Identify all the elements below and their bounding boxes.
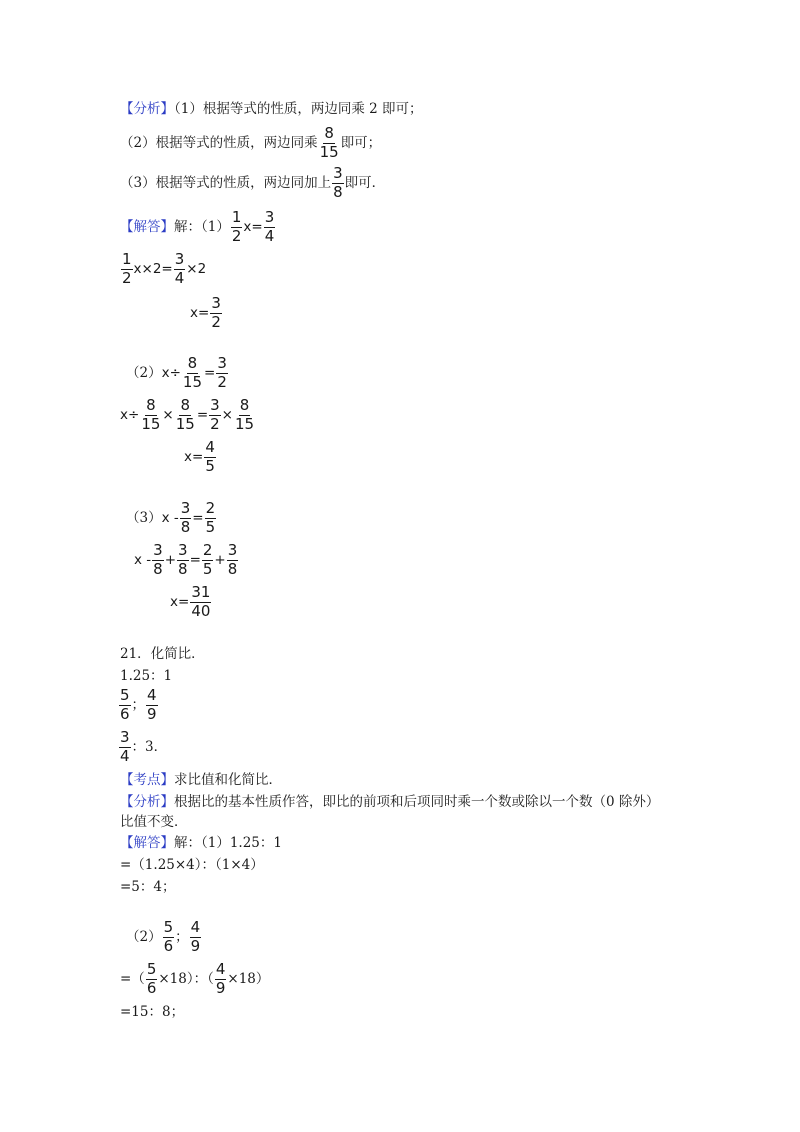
fraction-4-9: $\frac{4}{9}$ (190, 918, 201, 955)
answer21-line-2: =（1.25×4）：（1×4） (120, 857, 264, 873)
fraction-5-6: $\frac{5}{6}$ (146, 960, 157, 997)
q21-item-a: 1.25：1 (120, 668, 173, 684)
eq3-result: x= $\frac{31}{40}$ (170, 583, 211, 620)
analysis21-line-1 (120, 796, 659, 810)
fraction-2-5: $\frac{2}{5}$ (202, 541, 213, 578)
answer-line-1: 【解答】解：（1） $\frac{1}{2}$ x= $\frac{3}{4}$ (120, 208, 275, 245)
q21-title: 21．化简比． (120, 646, 205, 662)
fraction-3-2: $\frac{3}{2}$ (211, 294, 221, 331)
answer21-line-1 (120, 837, 282, 851)
answer21-text: 解：（1）1.25：1 (174, 835, 282, 851)
fraction-5-6: $\frac{5}{6}$ (163, 918, 174, 955)
fraction-3-8: $\frac{3}{8}$ (178, 541, 188, 578)
topic-line (120, 774, 282, 788)
fraction-3-8: $\frac{3}{8}$ (227, 541, 238, 578)
eq2-line: （2）x÷ $\frac{8}{15}$ = $\frac{3}{2}$ (126, 354, 227, 391)
analysis-line-1 (120, 103, 423, 117)
topic-text: 求比值和化简比． (174, 772, 282, 788)
topic-tag: 【考点】 (120, 772, 174, 788)
fraction-3-4: $\frac{3}{4}$ (264, 208, 275, 245)
fraction-8-15: $\frac{8}{15}$ (182, 354, 202, 391)
eq1-result: x= $\frac{3}{2}$ (190, 294, 221, 331)
eq3-step-1: x - $\frac{3}{8}$ + $\frac{3}{8}$ = $\frac{2}{5}$ + $\frac{3}{8}$ (134, 541, 238, 578)
analysis-tag: 【分析】 (120, 101, 174, 117)
eq2-result: x= $\frac{4}{5}$ (184, 438, 215, 475)
fraction-2-5: $\frac{2}{5}$ (205, 499, 216, 536)
fraction-5-6: $\frac{5}{6}$ (120, 686, 130, 723)
eq1-step-1: $\frac{1}{2}$ x×2= $\frac{3}{4}$ ×2 (122, 250, 207, 287)
analysis-text-3: （3）根据等式的性质，两边同加上 (120, 174, 332, 191)
fraction-3-2: $\frac{3}{2}$ (210, 396, 220, 433)
answer-tag: 【解答】 (120, 835, 174, 851)
q21-item-b: $\frac{5}{6}$ ； $\frac{4}{9}$ (120, 686, 157, 723)
eq3-line: （3）x - $\frac{3}{8}$ = $\frac{2}{5}$ (126, 499, 216, 536)
fraction-3-8: $\frac{3}{8}$ (333, 164, 343, 201)
answer21-b-line-2: =（ $\frac{5}{6}$ ×18）：（ $\frac{4}{9}$ ×18） (120, 960, 270, 997)
fraction-3-8: $\frac{3}{8}$ (180, 499, 191, 536)
fraction-31-40: $\frac{31}{40}$ (191, 583, 211, 620)
answer-tag: 【解答】 (120, 218, 174, 235)
fraction-8-15: $\frac{8}{15}$ (319, 124, 339, 161)
answer21-b-line-3: =15：8； (120, 1004, 185, 1020)
answer21-line-3: =5：4； (120, 879, 176, 895)
analysis-tag: 【分析】 (120, 794, 174, 810)
analysis-line-3 (120, 166, 385, 201)
fraction-3-4: $\frac{3}{4}$ (174, 250, 185, 287)
fraction-3-8: $\frac{3}{8}$ (153, 541, 163, 578)
fraction-3-4: $\frac{3}{4}$ (120, 728, 130, 765)
fraction-1-2: $\frac{1}{2}$ (231, 208, 242, 245)
fraction-1-2: $\frac{1}{2}$ (122, 250, 132, 287)
fraction-8-15: $\frac{8}{15}$ (141, 396, 161, 433)
analysis-text-1: （1）根据等式的性质，两边同乘 2 即可； (174, 101, 423, 117)
analysis-line-2 (120, 126, 381, 161)
analysis21-line-2: 比值不变． (120, 814, 188, 830)
fraction-4-9: $\frac{4}{9}$ (215, 960, 226, 997)
analysis-text-2-end: 即可； (340, 134, 382, 151)
fraction-8-15: $\frac{8}{15}$ (234, 396, 255, 433)
eq2-step-1: x÷ $\frac{8}{15}$ × $\frac{8}{15}$ = $\frac{3}{2}$ × $\frac{8}{15}$ (120, 396, 255, 433)
answer-label: 解：（1） (174, 218, 230, 235)
fraction-4-5: $\frac{4}{5}$ (205, 438, 215, 475)
fraction-3-2: $\frac{3}{2}$ (217, 354, 227, 391)
analysis21-text: 根据比的基本性质作答，即比的前项和后项同时乘一个数或除以一个数（0 除外） (174, 794, 660, 810)
fraction-8-15: $\frac{8}{15}$ (175, 396, 195, 433)
q21-item-c: $\frac{3}{4}$ ：3． (120, 728, 168, 765)
analysis-text-2: （2）根据等式的性质，两边同乘 (120, 134, 318, 151)
analysis-text-3-end: 即可． (344, 174, 386, 191)
fraction-4-9: $\frac{4}{9}$ (147, 686, 157, 723)
answer21-b-line-1: （2） $\frac{5}{6}$ ； $\frac{4}{9}$ (126, 918, 201, 955)
